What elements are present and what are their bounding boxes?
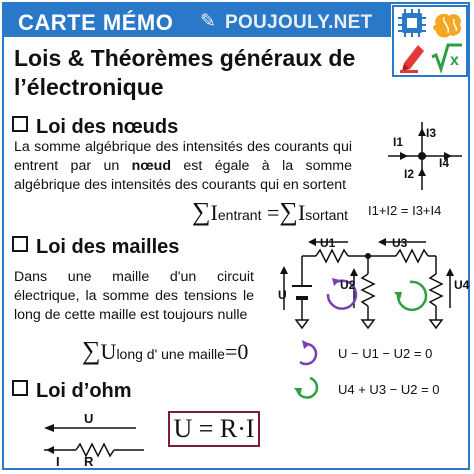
category-icons: [392, 5, 468, 77]
section-heading-ohm: Loi d’ohm: [12, 380, 132, 403]
ohm-formula: U = R·I: [168, 411, 260, 447]
ohm-label-u: U: [84, 411, 94, 426]
checkbox-icon: [12, 116, 28, 132]
chip-icon: [398, 9, 426, 37]
formula-mailles: ∑Ulong d' une maille=0: [82, 336, 249, 365]
svg-text:x: x: [450, 52, 459, 69]
section-heading-noeuds: Loi des nœuds: [12, 116, 178, 139]
mailles-text: Dans une maille d'un circuit électrique, la somme des tensions le long de cette maille est toujours nulle: [14, 269, 254, 323]
mailles-eq1: U − U1 − U2 = 0: [338, 346, 433, 361]
section-heading-mailles: Loi des mailles: [12, 236, 179, 259]
label-u1: U1: [320, 236, 336, 250]
label-u2: U2: [340, 278, 356, 292]
loop-green-icon: [290, 374, 320, 402]
label-u3: U3: [392, 236, 408, 250]
marker-icon: [400, 45, 424, 73]
noeuds-text: La somme algébrique des intensités des courants qui entrent par un nœud est égale à la somme algébrique des intensités des courants qui en sortent: [14, 139, 352, 193]
header-bar: [4, 4, 391, 37]
mesh-circuit: [276, 234, 472, 338]
label-i3: I3: [426, 126, 437, 140]
node-diagram: [380, 118, 470, 198]
ohm-label-i: I: [56, 454, 60, 469]
brain-icon: [433, 14, 461, 38]
label-u4: U4: [454, 278, 470, 292]
loop-purple-icon: [290, 340, 320, 368]
checkbox-icon: [12, 380, 28, 396]
mailles-eq2: U4 + U3 − U2 = 0: [338, 382, 440, 397]
page-title: Lois & Théorèmes généraux de l’électronique: [14, 45, 356, 100]
label-i1: I1: [393, 135, 404, 149]
label-i4: I4: [439, 156, 450, 170]
pin-icon: ✎: [200, 11, 216, 32]
checkbox-icon: [12, 236, 28, 252]
brand-title: CARTE MÉMO: [18, 10, 174, 35]
sum-icon: ∑: [192, 197, 211, 226]
noeuds-example: I1+I2 = I3+I4: [368, 203, 442, 218]
sum-icon: ∑: [82, 336, 101, 365]
site-name: POUJOULY.NET: [225, 12, 373, 33]
ohm-label-r: R: [84, 454, 94, 469]
label-i2: I2: [404, 167, 415, 181]
sqrt-icon: [432, 45, 462, 69]
formula-noeuds: ∑Ientrant =∑Isortant: [192, 197, 349, 226]
label-u: U: [278, 288, 287, 302]
